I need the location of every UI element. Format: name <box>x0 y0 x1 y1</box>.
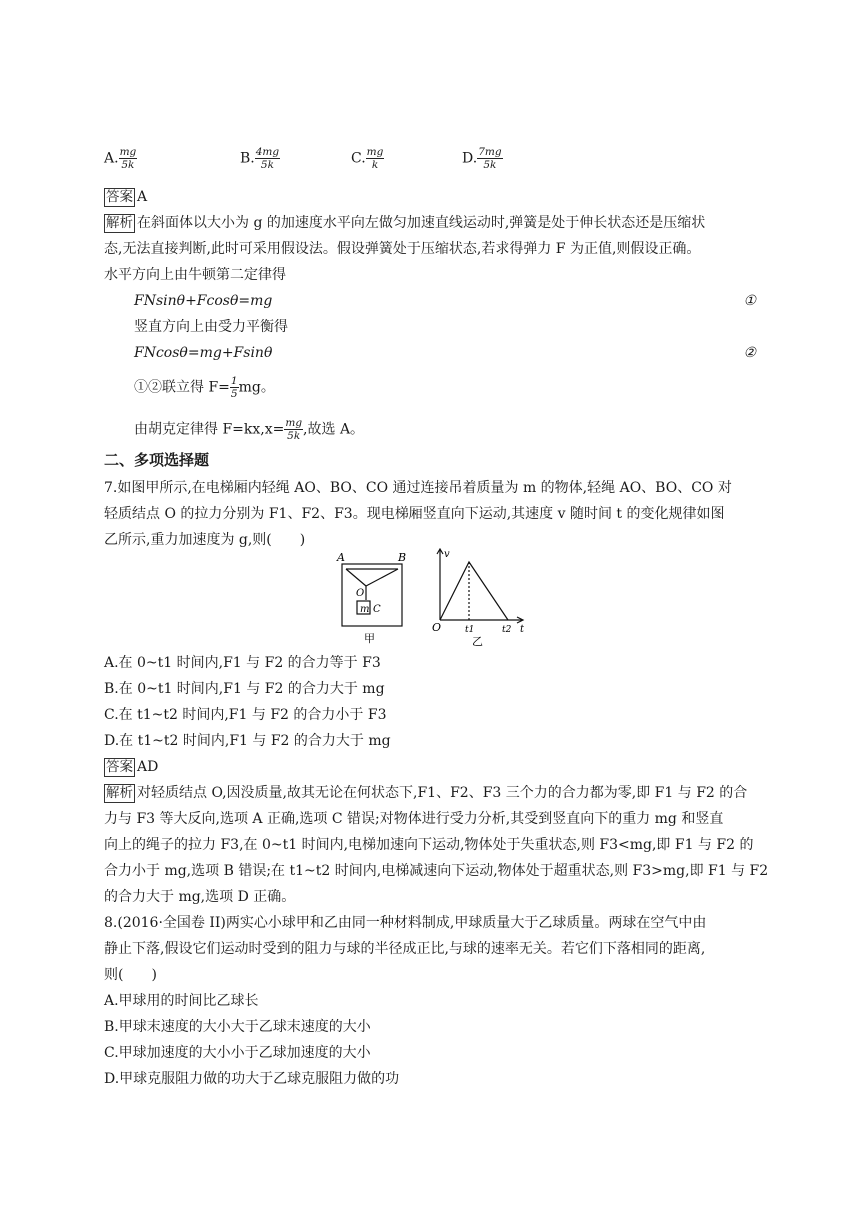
answer-tag: 答案 <box>106 189 133 205</box>
q6-analysis-line-1: 解析 在斜面体以大小为 g 的加速度水平向左做匀加速直线运动时,弹簧是处于伸长状态还是压缩状 <box>106 215 706 231</box>
equation-2: FNcosθ=mg+Fsinθ <box>134 345 273 361</box>
option-letter: B. <box>240 150 255 167</box>
label-a: A <box>337 551 345 564</box>
section-title: 二、多项选择题 <box>104 451 210 469</box>
label-c: C <box>373 604 381 615</box>
velocity-line <box>440 562 508 620</box>
answer-value: AD <box>137 759 159 775</box>
q7-stem-line-2: 轻质结点 O 的拉力分别为 F1、F2、F3。现电梯厢竖直向下运动,其速度 v 随时间 t 的变化规律如图 <box>104 506 725 522</box>
equation-1: FNsinθ+Fcosθ=mg <box>134 293 273 309</box>
q7-answer <box>104 757 158 777</box>
fraction: $\frac{mg}{k}$ <box>366 146 384 171</box>
caption-jia: 甲 <box>364 632 375 645</box>
rope-ao <box>346 569 366 586</box>
fraction: $\frac{7mg}{5k}$ <box>478 146 502 171</box>
label-m: m <box>360 604 370 615</box>
q7-analysis-line-3: 向上的绳子的拉力 F3,在 0~t1 时间内,电梯加速向下运动,物体处于失重状态,则 F3<mg,即 F1 与 F2 的 <box>104 837 754 853</box>
q7-option-c[interactable]: C.在 t1~t2 时间内,F1 与 F2 的合力小于 F3 <box>104 707 387 723</box>
label-b: B <box>398 551 407 564</box>
fraction: $\frac{mg}{5k}$ <box>285 417 303 442</box>
figure-yi <box>437 549 523 623</box>
label-t: t <box>520 624 525 635</box>
q7-stem-line-3: 乙所示,重力加速度为 g,则( ) <box>104 532 306 548</box>
q7-option-d[interactable]: D.在 t1~t2 时间内,F1 与 F2 的合力大于 mg <box>104 733 391 749</box>
equation-2-mark: ② <box>743 345 756 361</box>
q7-stem-line-1: 7.如图甲所示,在电梯厢内轻绳 AO、BO、CO 通过连接吊着质量为 m 的物体,轻绳 AO、BO、CO 对 <box>104 480 732 496</box>
label-v: v <box>444 549 450 560</box>
q7-option-b[interactable]: B.在 0~t1 时间内,F1 与 F2 的合力大于 mg <box>104 681 385 697</box>
fraction: $\frac{mg}{5k}$ <box>119 146 137 171</box>
rope-bo <box>366 569 398 586</box>
caption-yi: 乙 <box>472 635 483 648</box>
q8-stem-line-2: 静止下落,假设它们运动时受到的阻力与球的半径成正比,与球的速率无关。若它们下落相同的距离, <box>104 941 706 957</box>
q7-option-a[interactable]: A.在 0~t1 时间内,F1 与 F2 的合力等于 F3 <box>104 655 381 671</box>
analysis-tag: 解析 <box>106 785 133 801</box>
q6-option-a[interactable] <box>104 146 137 171</box>
q7-figure <box>336 548 536 648</box>
q8-option-d[interactable]: D.甲球克服阻力做的功大于乙球克服阻力做的功 <box>104 1071 400 1087</box>
q7-analysis-line-1: 解析 对轻质结点 O,因没质量,故其无论在何状态下,F1、F2、F3 三个力的合力都为零,即 F1 与 F2 的合 <box>106 785 748 801</box>
vertical-balance-text: 竖直方向上由受力平衡得 <box>134 319 288 335</box>
q6-option-b[interactable] <box>240 146 280 171</box>
q6-analysis-line-2: 态,无法直接判断,此时可采用假设法。假设弹簧处于压缩状态,若求得弹力 F 为正值,则假设正确。 <box>104 241 701 257</box>
q7-analysis-line-2: 力与 F3 等大反向,选项 A 正确,选项 C 错误;对物体进行受力分析,其受到竖直向下的重力 mg 和竖直 <box>104 811 724 827</box>
label-o: O <box>356 588 365 599</box>
answer-tag: 答案 <box>106 759 133 775</box>
fraction: $\frac{4mg}{5k}$ <box>255 146 280 171</box>
hooke-result: 由胡克定律得 F=kx,x= $\frac{mg}{5k}$ ,故选 A。 <box>134 417 365 442</box>
answer-value: A <box>137 189 148 205</box>
label-origin: O <box>432 621 442 634</box>
option-letter: C. <box>351 150 366 167</box>
fraction: $\frac{1}{5}$ <box>230 375 238 400</box>
q6-option-c[interactable] <box>351 146 384 171</box>
label-t2: t2 <box>502 625 512 635</box>
q8-stem-line-3: 则( ) <box>104 967 157 983</box>
equation-1-mark: ① <box>743 293 756 309</box>
q7-analysis-line-4: 合力小于 mg,选项 B 错误;在 t1~t2 时间内,电梯减速向下运动,物体处于超重状态,则 F3>mg,即 F1 与 F2 <box>104 863 769 879</box>
q8-option-a[interactable]: A.甲球用的时间比乙球长 <box>104 993 259 1009</box>
combined-result: ①②联立得 F= $\frac{1}{5}$ mg。 <box>134 375 275 400</box>
label-t1: t1 <box>465 625 475 635</box>
figure-jia <box>342 564 402 626</box>
analysis-tag: 解析 <box>106 215 133 231</box>
q8-stem-line-1: 8.(2016·全国卷 II)两实心小球甲和乙由同一种材料制成,甲球质量大于乙球质量。两球在空气中由 <box>104 915 707 931</box>
q8-option-b[interactable]: B.甲球末速度的大小大于乙球末速度的大小 <box>104 1019 371 1035</box>
option-letter: D. <box>462 150 478 167</box>
q7-analysis-line-5: 的合力大于 mg,选项 D 正确。 <box>104 889 296 905</box>
q6-answer <box>104 187 147 207</box>
option-letter: A. <box>104 150 119 167</box>
q6-analysis-line-3: 水平方向上由牛顿第二定律得 <box>104 267 286 283</box>
q6-option-d[interactable] <box>462 146 503 171</box>
q8-option-c[interactable]: C.甲球加速度的大小小于乙球加速度的大小 <box>104 1045 371 1061</box>
